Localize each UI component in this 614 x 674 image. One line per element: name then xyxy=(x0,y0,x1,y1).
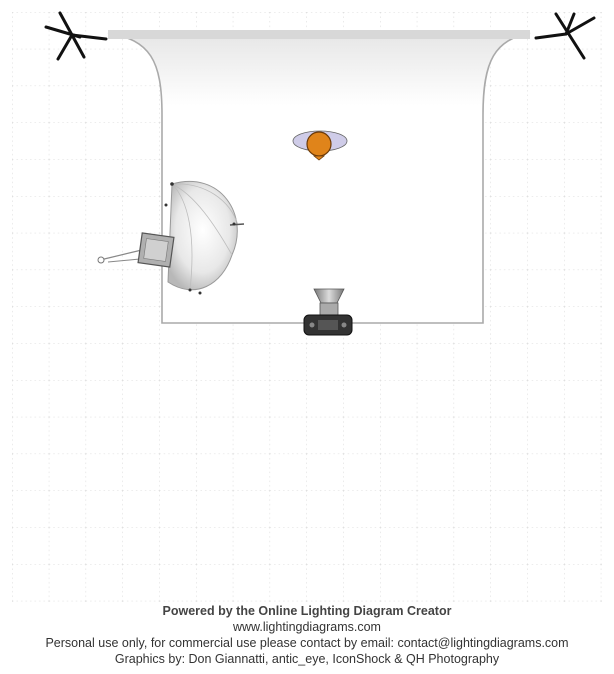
footer-license: Personal use only, for commercial use please contact by email: contact@lightingdiagrams.com xyxy=(45,636,569,650)
footer-website: www.lightingdiagrams.com xyxy=(233,620,381,634)
footer-credits xyxy=(0,603,614,667)
footer-title: Powered by the Online Lighting Diagram Creator xyxy=(162,604,452,618)
footer-graphics-credits: Graphics by: Don Giannatti, antic_eye, IconShock & QH Photography xyxy=(114,652,500,666)
